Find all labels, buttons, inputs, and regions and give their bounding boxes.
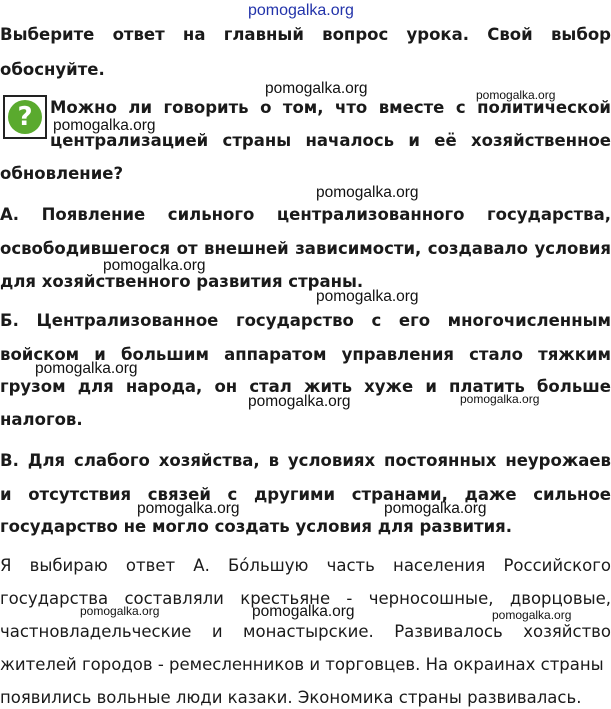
- watermark: pomogalka.org: [80, 604, 160, 618]
- question-line-3: обновление?: [0, 164, 124, 183]
- task-line-1: Выберите ответ на главный вопрос урока. Свой выбор: [0, 25, 611, 44]
- watermark: pomogalka.org: [316, 288, 419, 305]
- watermark: pomogalka.org: [384, 500, 487, 517]
- task-line-2: обоснуйте.: [0, 60, 105, 79]
- answer-line-3: частновладельческие и монастырские. Развивалось хозяйство: [0, 622, 611, 641]
- question-line-2: централизацией страны началось и её хозяйственное: [50, 131, 611, 150]
- option-a-line-3: для хозяйственного развития страны.: [0, 272, 364, 291]
- watermark: pomogalka.org: [476, 88, 556, 102]
- watermark: pomogalka.org: [460, 392, 540, 406]
- option-a-line-1: А. Появление сильного централизованного государства,: [0, 205, 611, 224]
- watermark: pomogalka.org: [137, 500, 240, 517]
- option-b-line-2: войском и большим аппаратом управления стало тяжким: [0, 345, 611, 364]
- watermark: pomogalka.org: [492, 608, 572, 622]
- watermark: pomogalka.org: [316, 184, 419, 201]
- watermark: pomogalka.org: [35, 360, 138, 377]
- watermark: pomogalka.org: [248, 393, 351, 410]
- option-b-line-1: Б. Централизованное государство с его многочисленным: [0, 311, 611, 330]
- watermark: pomogalka.org: [265, 80, 368, 97]
- option-b-line-4: налогов.: [0, 410, 83, 429]
- option-v-line-2: и отсутствия связей с другими странами, даже сильное: [0, 485, 611, 504]
- question-line-1: Можно ли говорить о том, что вместе с политической: [50, 98, 611, 117]
- answer-line-4: жителей городов - ремесленников и торговцев. На окраинах страны: [0, 655, 604, 674]
- watermark: pomogalka.org: [103, 257, 206, 274]
- option-v-line-3: государство не могло создать условия для развития.: [0, 517, 513, 536]
- watermark-top: pomogalka.org: [248, 2, 354, 19]
- answer-line-2: государства составляли крестьяне - черносошные, дворцовые,: [0, 589, 611, 608]
- option-b-line-3: грузом для народа, он стал жить хуже и платить больше: [0, 377, 611, 396]
- answer-line-5: появились вольные люди казаки. Экономика страны развивалась.: [0, 688, 582, 707]
- option-v-line-1: В. Для слабого хозяйства, в условиях постоянных неурожаев: [0, 451, 611, 470]
- question-icon: [3, 95, 47, 139]
- question-mark: ?: [8, 100, 42, 134]
- answer-line-1: Я выбираю ответ А. Бóльшую часть населения Российского: [0, 556, 611, 575]
- watermark: pomogalka.org: [252, 603, 355, 620]
- watermark: pomogalka.org: [53, 117, 156, 134]
- option-a-line-2: освободившегося от внешней зависимости, создавало условия: [0, 239, 611, 258]
